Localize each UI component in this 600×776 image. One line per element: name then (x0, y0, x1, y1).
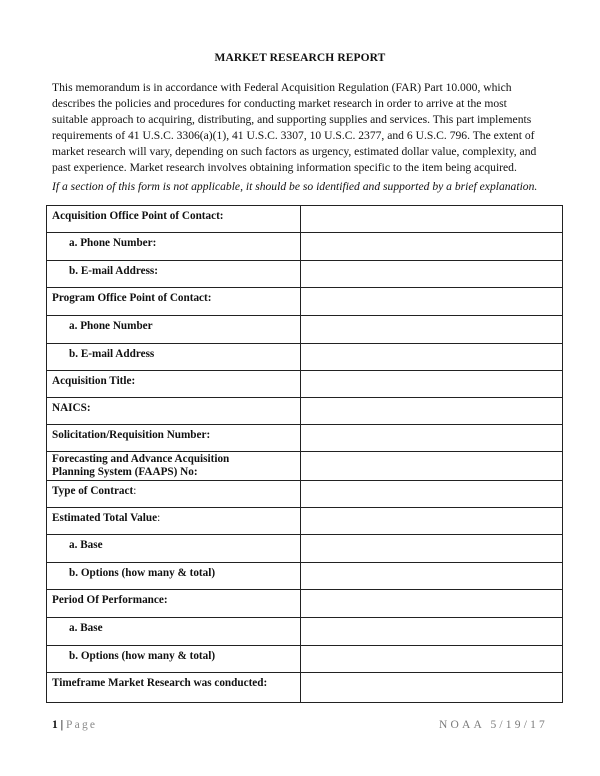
form-row-est-value (47, 507, 563, 534)
est-value-label (47, 507, 301, 534)
acq-poc-field[interactable] (301, 206, 563, 233)
est-value-text: Estimated Total Value (52, 511, 158, 524)
form-row-naics (47, 398, 563, 425)
est-value-colon: : (157, 511, 161, 524)
contract-type-text: Type of Contract (52, 484, 134, 497)
acq-email-label: b. E-mail Address: (47, 261, 301, 288)
acq-email-field[interactable] (301, 261, 563, 288)
form-row-faaps (47, 452, 563, 480)
form-row-prog-phone (47, 315, 563, 343)
page-number: 1 (52, 719, 58, 731)
acq-title-label: Acquisition Title: (47, 370, 301, 397)
report-title: MARKET RESEARCH REPORT (214, 52, 386, 64)
naics-field[interactable] (301, 398, 563, 425)
faaps-field[interactable] (301, 452, 563, 480)
form-row-acq-title (47, 370, 563, 397)
prog-phone-field[interactable] (301, 315, 563, 343)
contract-type-label (47, 480, 301, 507)
intro-line: requirements of 41 U.S.C. 3306(a)(1), 41 U.S.C. 3307, 10 U.S.C. 2377, and 6 U.S.C. 796. The extent of (52, 129, 535, 143)
form-row-prog-poc (47, 288, 563, 315)
solicitation-label: Solicitation/Requisition Number: (47, 425, 301, 452)
acq-title-field[interactable] (301, 370, 563, 397)
est-options-field[interactable] (301, 563, 563, 590)
period-label: Period Of Performance: (47, 590, 301, 618)
intro-line: market research will vary, depending on such factors as urgency, estimated dollar value, complexity, and (52, 145, 537, 159)
market-research-form (46, 205, 563, 703)
faaps-label-line1: Forecasting and Advance Acquisition (52, 453, 230, 466)
contract-type-field[interactable] (301, 480, 563, 507)
intro-line: describes the policies and procedures for conducting market research in order to arrive at the most (52, 97, 507, 111)
form-row-acq-phone (47, 233, 563, 261)
prog-poc-field[interactable] (301, 288, 563, 315)
period-options-field[interactable] (301, 645, 563, 672)
period-base-field[interactable] (301, 618, 563, 645)
est-options-label: b. Options (how many & total) (47, 563, 301, 590)
timeframe-label: Timeframe Market Research was conducted: (47, 672, 301, 702)
period-options-label: b. Options (how many & total) (47, 645, 301, 672)
form-row-period-base (47, 618, 563, 645)
form-row-est-base (47, 534, 563, 562)
form-row-timeframe (47, 672, 563, 702)
intro-line: This memorandum is in accordance with Federal Acquisition Regulation (FAR) Part 10.000, which (52, 81, 512, 94)
page-footer-left (52, 719, 97, 731)
est-base-field[interactable] (301, 534, 563, 562)
contract-type-colon: : (133, 484, 137, 497)
form-row-acq-poc (47, 206, 563, 233)
faaps-label-line2: Planning System (FAAPS) No: (52, 466, 198, 479)
form-row-acq-email (47, 261, 563, 288)
form-row-period-options (47, 645, 563, 672)
prog-email-field[interactable] (301, 343, 563, 370)
period-base-label: a. Base (47, 618, 301, 645)
acq-phone-field[interactable] (301, 233, 563, 261)
form-row-period (47, 590, 563, 618)
est-base-label: a. Base (47, 534, 301, 562)
page-separator: | (57, 719, 67, 731)
prog-phone-label: a. Phone Number (47, 315, 301, 343)
est-value-field[interactable] (301, 507, 563, 534)
acq-phone-label: a. Phone Number: (47, 233, 301, 261)
acq-poc-label: Acquisition Office Point of Contact: (47, 206, 301, 233)
instruction-note: If a section of this form is not applicable, it should be so identified and supported by a brief explanation. (52, 180, 538, 193)
page-word: Page (66, 719, 98, 731)
prog-poc-label: Program Office Point of Contact: (47, 288, 301, 315)
intro-line: past experience. Market research involves obtaining information specific to the item being acquired. (52, 161, 517, 175)
timeframe-field[interactable] (301, 672, 563, 702)
form-row-est-options (47, 563, 563, 590)
period-field[interactable] (301, 590, 563, 618)
prog-email-label: b. E-mail Address (47, 343, 301, 370)
form-row-solicitation (47, 425, 563, 452)
intro-paragraph (52, 80, 552, 177)
form-row-contract-type (47, 480, 563, 507)
form-row-prog-email (47, 343, 563, 370)
naics-label: NAICS: (47, 398, 301, 425)
faaps-label (47, 452, 301, 480)
page-footer-right: NOAA 5/19/17 (438, 719, 548, 731)
solicitation-field[interactable] (301, 425, 563, 452)
intro-line: suitable approach to acquiring, distributing, and supporting supplies and services. This part implements (52, 113, 532, 127)
